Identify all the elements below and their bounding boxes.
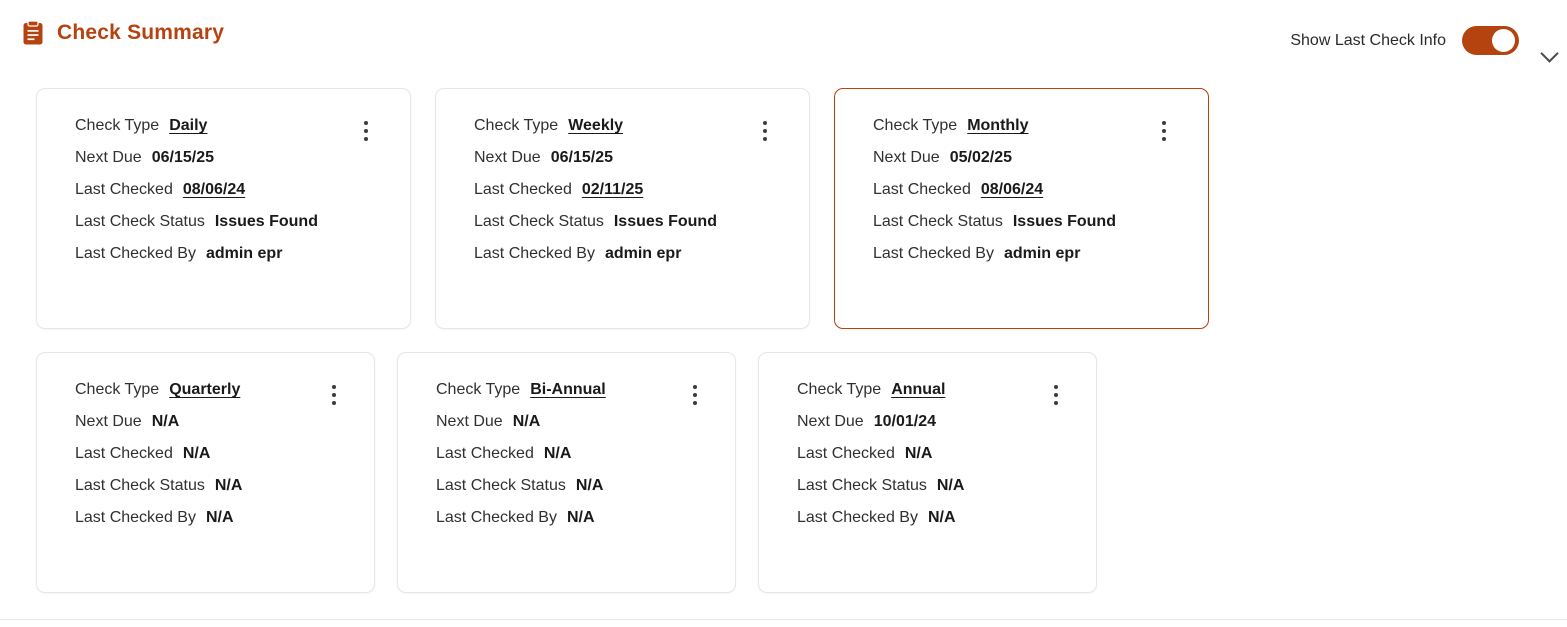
- check-card-body: [436, 89, 809, 263]
- field-label: Last Checked: [436, 445, 534, 462]
- field-check-type: [474, 117, 789, 135]
- kebab-menu-icon[interactable]: [1046, 383, 1066, 407]
- field-label: Last Check Status: [797, 477, 927, 494]
- field-value: N/A: [512, 413, 541, 430]
- check-card-bi-annual[interactable]: [397, 352, 736, 593]
- field-value: N/A: [543, 445, 572, 462]
- check-card-body: [37, 89, 410, 263]
- field-next-due: [873, 149, 1188, 167]
- check-card-weekly[interactable]: [435, 88, 810, 329]
- field-value: Annual: [891, 381, 946, 398]
- field-value: Daily: [169, 117, 208, 134]
- field-label: Check Type: [797, 381, 882, 398]
- field-check-type: [797, 381, 1076, 399]
- field-label: Next Due: [436, 413, 503, 430]
- check-card-annual[interactable]: [758, 352, 1097, 593]
- field-label: Last Checked By: [75, 509, 196, 526]
- field-last-checked-by: [75, 245, 390, 263]
- field-label: Next Due: [474, 149, 541, 166]
- field-check-type: [75, 117, 390, 135]
- field-label: Last Check Status: [75, 477, 205, 494]
- field-last-checked: [436, 445, 715, 463]
- check-card-body: [835, 89, 1208, 263]
- check-card-body: [398, 353, 735, 527]
- page-title-group: [22, 20, 224, 46]
- field-label: Last Checked By: [75, 245, 196, 262]
- field-last-check-status: [474, 213, 789, 231]
- field-label: Next Due: [75, 413, 142, 430]
- field-label: Last Check Status: [75, 213, 205, 230]
- field-label: Last Checked By: [797, 509, 918, 526]
- field-value: 05/02/25: [949, 149, 1012, 166]
- field-label: Next Due: [797, 413, 864, 430]
- field-value: 02/11/25: [581, 181, 644, 198]
- toggle-knob: [1492, 29, 1515, 52]
- check-card-monthly[interactable]: [834, 88, 1209, 329]
- field-check-type: [436, 381, 715, 399]
- field-label: Last Check Status: [873, 213, 1003, 230]
- field-label: Check Type: [75, 117, 160, 134]
- field-last-check-status: [75, 477, 354, 495]
- field-last-check-status: [436, 477, 715, 495]
- field-value: N/A: [927, 509, 956, 526]
- field-value: admin epr: [604, 245, 682, 262]
- field-label: Last Check Status: [474, 213, 604, 230]
- field-value: 08/06/24: [182, 181, 246, 198]
- field-last-checked-by: [436, 509, 715, 527]
- clipboard-icon: [22, 20, 44, 46]
- field-label: Check Type: [436, 381, 521, 398]
- field-value: Bi-Annual: [530, 381, 606, 398]
- collapse-section-button[interactable]: [1533, 34, 1567, 68]
- field-label: Last Check Status: [436, 477, 566, 494]
- field-last-checked: [474, 181, 789, 199]
- field-next-due: [797, 413, 1076, 431]
- check-card-daily[interactable]: [36, 88, 411, 329]
- field-value: 06/15/25: [151, 149, 214, 166]
- field-label: Check Type: [474, 117, 559, 134]
- field-value: Issues Found: [1012, 213, 1116, 230]
- field-last-checked: [75, 445, 354, 463]
- field-value: Weekly: [568, 117, 624, 134]
- field-last-checked-by: [75, 509, 354, 527]
- field-last-checked-by: [797, 509, 1076, 527]
- header-controls: [1290, 26, 1519, 55]
- kebab-menu-icon[interactable]: [356, 119, 376, 143]
- field-value: N/A: [566, 509, 595, 526]
- field-label: Last Checked: [474, 181, 572, 198]
- field-last-checked: [75, 181, 390, 199]
- field-value: N/A: [575, 477, 604, 494]
- field-label: Last Checked By: [474, 245, 595, 262]
- show-last-check-info-toggle[interactable]: [1462, 26, 1519, 55]
- check-cards-row-2: [36, 352, 1567, 593]
- field-label: Last Checked: [873, 181, 971, 198]
- field-last-checked-by: [873, 245, 1188, 263]
- field-label: Last Checked: [75, 181, 173, 198]
- field-value: N/A: [205, 509, 234, 526]
- field-last-checked: [797, 445, 1076, 463]
- kebab-menu-icon[interactable]: [324, 383, 344, 407]
- field-label: Last Checked: [75, 445, 173, 462]
- field-last-checked-by: [474, 245, 789, 263]
- check-card-quarterly[interactable]: [36, 352, 375, 593]
- field-value: Monthly: [967, 117, 1029, 134]
- field-value: admin epr: [1003, 245, 1081, 262]
- field-last-checked: [873, 181, 1188, 199]
- field-check-type: [75, 381, 354, 399]
- field-value: Issues Found: [613, 213, 717, 230]
- page-title: Check Summary: [57, 21, 225, 44]
- kebab-menu-icon[interactable]: [685, 383, 705, 407]
- check-cards-row-1: [36, 88, 1567, 329]
- check-card-body: [759, 353, 1096, 527]
- field-value: N/A: [904, 445, 933, 462]
- field-check-type: [873, 117, 1188, 135]
- chevron-down-icon: [1542, 47, 1558, 56]
- field-next-due: [75, 149, 390, 167]
- kebab-menu-icon[interactable]: [1154, 119, 1174, 143]
- field-value: 06/15/25: [550, 149, 613, 166]
- field-value: 10/01/24: [873, 413, 936, 430]
- check-card-body: [37, 353, 374, 527]
- field-next-due: [474, 149, 789, 167]
- field-next-due: [75, 413, 354, 431]
- field-label: Next Due: [75, 149, 142, 166]
- field-value: Issues Found: [214, 213, 318, 230]
- kebab-menu-icon[interactable]: [755, 119, 775, 143]
- field-label: Check Type: [873, 117, 958, 134]
- section-divider: [0, 619, 1567, 620]
- field-value: Quarterly: [169, 381, 241, 398]
- field-last-check-status: [797, 477, 1076, 495]
- field-value: N/A: [936, 477, 965, 494]
- field-label: Check Type: [75, 381, 160, 398]
- field-last-check-status: [873, 213, 1188, 231]
- check-cards-area: [0, 88, 1567, 593]
- field-last-check-status: [75, 213, 390, 231]
- field-value: N/A: [151, 413, 180, 430]
- field-label: Last Checked: [797, 445, 895, 462]
- field-label: Last Checked By: [436, 509, 557, 526]
- field-value: admin epr: [205, 245, 283, 262]
- field-value: N/A: [214, 477, 243, 494]
- field-value: 08/06/24: [980, 181, 1044, 198]
- page-header: [0, 20, 1567, 72]
- show-last-check-info-label: Show Last Check Info: [1290, 31, 1446, 49]
- field-value: N/A: [182, 445, 211, 462]
- field-next-due: [436, 413, 715, 431]
- field-label: Next Due: [873, 149, 940, 166]
- field-label: Last Checked By: [873, 245, 994, 262]
